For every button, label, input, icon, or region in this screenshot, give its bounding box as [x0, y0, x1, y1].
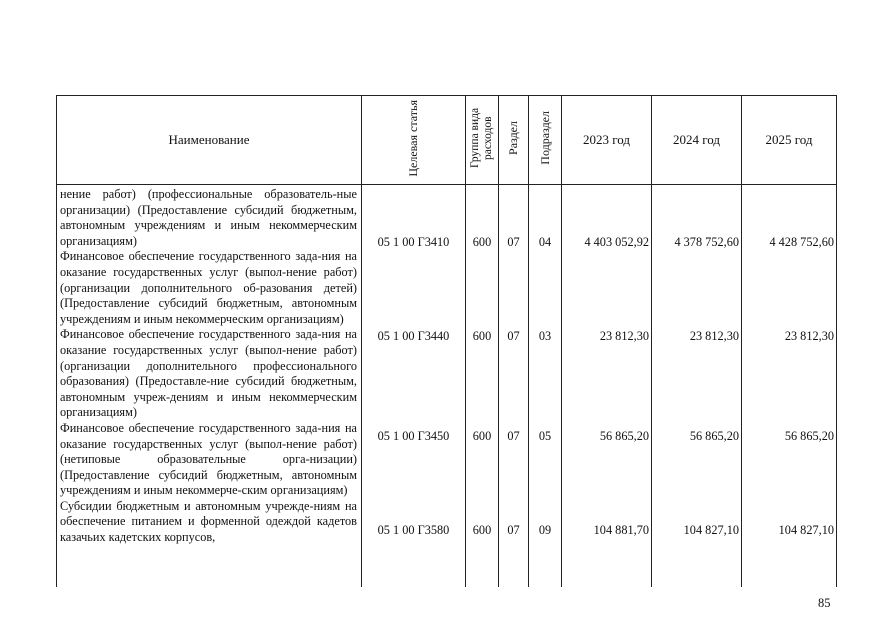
subsection-value: 09	[538, 523, 552, 537]
subsection-value: 03	[538, 329, 552, 343]
names-column	[57, 185, 362, 587]
expense-group-value: 600	[472, 523, 492, 537]
amount-2025: 104 827,10	[778, 523, 834, 537]
amount-2024: 23 812,30	[689, 329, 739, 343]
section-column	[499, 185, 529, 587]
table-header-row	[57, 96, 837, 185]
section-value: 07	[507, 329, 520, 343]
description-1: нение работ) (профессиональные образователь-ные организации) (Предоставление субсидий бюджетным, автономным учреждениям и иным некоммерческим организациям)	[60, 187, 357, 248]
amount-2024: 104 827,10	[683, 523, 739, 537]
description-5: Субсидии бюджетным и автономным учрежде-ниям на обеспечение питанием и форменной одеждой кадетов казачьих кадетских корпусов,	[60, 498, 357, 545]
header-year-2025: 2025 год	[742, 96, 837, 185]
amount-2025: 4 428 752,60	[769, 235, 834, 249]
description-3: Финансовое обеспечение государственного зада-ния на оказание государственных услуг (выпол-нение работ) (организации дополнительного профессионального образования) (Предоставле-ние субсидий бюджетным, автономным учреж-дениям и иным некоммерческим организациям)	[60, 327, 357, 420]
expense-group-value: 600	[472, 329, 492, 343]
header-subsection: Подраздел	[529, 96, 562, 185]
header-section: Раздел	[499, 96, 529, 185]
budget-table	[56, 95, 837, 587]
header-name: Наименование	[57, 96, 362, 185]
header-expense-group: Группа вида расходов	[466, 96, 499, 185]
amount-2024: 56 865,20	[689, 429, 739, 443]
amount-2025: 56 865,20	[784, 429, 834, 443]
expense-group-value: 600	[472, 235, 492, 249]
header-year-2023: 2023 год	[562, 96, 652, 185]
year-2023-column	[562, 185, 652, 587]
target-article-column	[362, 185, 466, 587]
amount-2023: 56 865,20	[599, 429, 649, 443]
subsection-column	[529, 185, 562, 587]
amount-2023: 104 881,70	[593, 523, 649, 537]
expense-group-column	[466, 185, 499, 587]
section-value: 07	[507, 429, 520, 443]
amount-2024: 4 378 752,60	[674, 235, 739, 249]
page-number: 85	[818, 596, 831, 610]
table-body	[57, 185, 837, 587]
header-target-article: Целевая статья	[362, 96, 466, 185]
description-2: Финансовое обеспечение государственного зада-ния на оказание государственных услуг (выпол-нение работ) (организации дополнительного об-разования детей) (Предоставление субсидий бюджетным, автономным учреждениям и иным некоммерческим организациям)	[60, 249, 357, 326]
subsection-value: 05	[538, 429, 552, 443]
expense-group-value: 600	[472, 429, 492, 443]
year-2025-column	[742, 185, 837, 587]
target-article-value: 05 1 00 Г3580	[377, 523, 450, 537]
header-year-2024: 2024 год	[652, 96, 742, 185]
subsection-value: 04	[538, 235, 552, 249]
section-value: 07	[507, 235, 520, 249]
description-4: Финансовое обеспечение государственного зада-ния на оказание государственных услуг (выпол-нение работ) (нетиповые образовательные орга-низации) (Предоставление субсидий бюджетным, автономным учреждениям и иным некоммерче-ским организациям)	[60, 420, 357, 498]
amount-2023: 4 403 052,92	[584, 235, 649, 249]
target-article-value: 05 1 00 Г3410	[377, 235, 450, 249]
target-article-value: 05 1 00 Г3440	[377, 329, 450, 343]
amount-2025: 23 812,30	[784, 329, 834, 343]
target-article-value: 05 1 00 Г3450	[377, 429, 450, 443]
year-2024-column	[652, 185, 742, 587]
section-value: 07	[507, 523, 520, 537]
amount-2023: 23 812,30	[599, 329, 649, 343]
